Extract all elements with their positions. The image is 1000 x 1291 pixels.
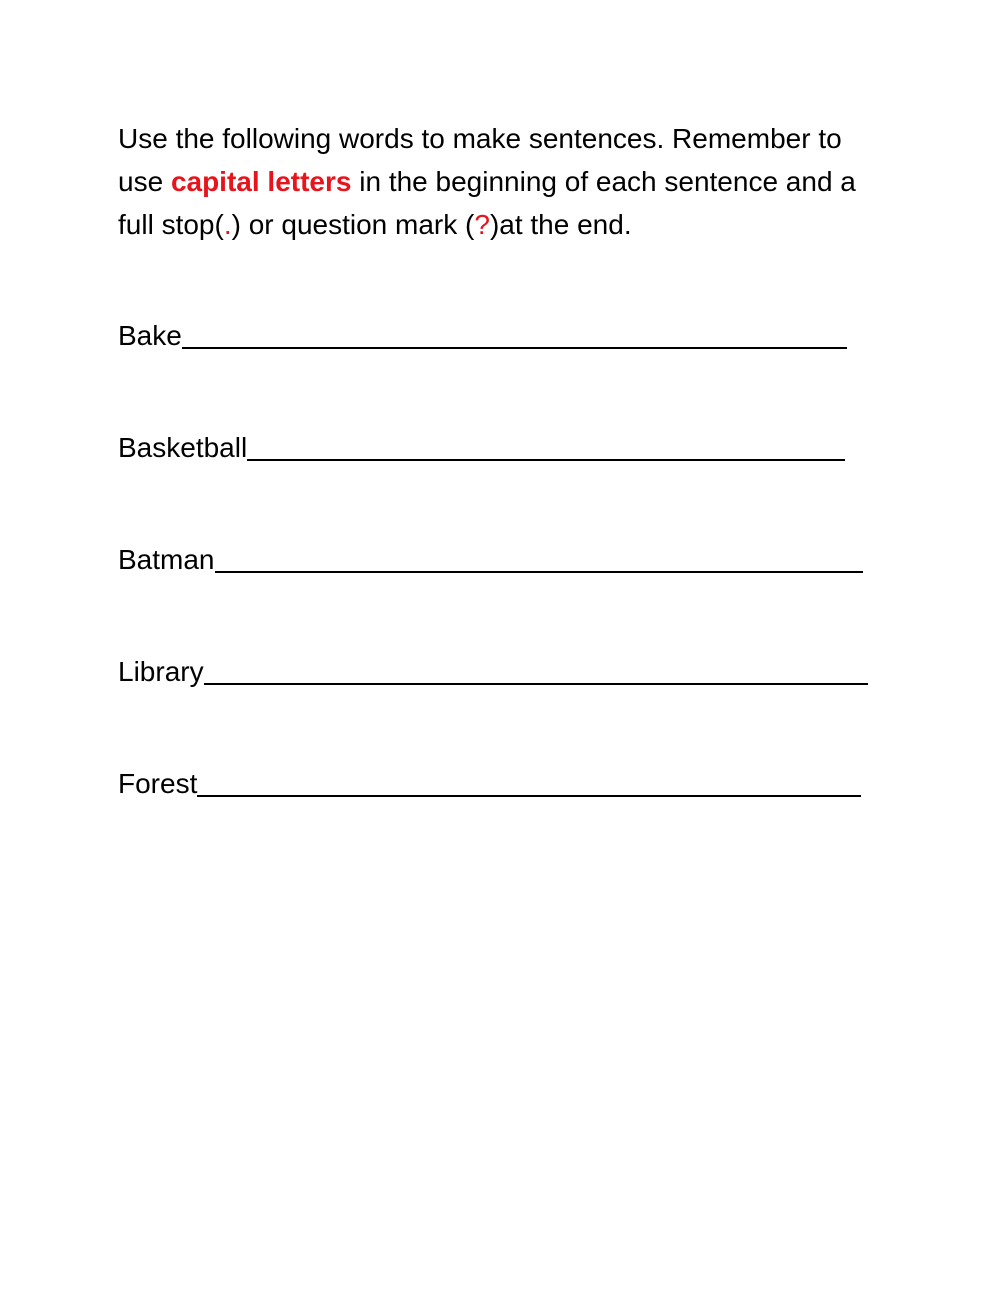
answer-line[interactable] — [204, 655, 868, 685]
word-row-basketball — [118, 430, 845, 466]
instructions-highlight: capital letters — [170, 166, 352, 197]
word-row-library — [118, 654, 868, 690]
word-label: Bake — [118, 320, 182, 351]
word-row-forest — [118, 766, 861, 802]
instructions-text-1: Use the following words to make sentences. Remember to use — [118, 123, 842, 197]
instructions-text-2: in the beginning of each sentence and a full stop( — [118, 166, 856, 240]
word-label: Forest — [118, 768, 198, 799]
instructions — [118, 117, 878, 246]
answer-line[interactable] — [215, 543, 863, 573]
answer-line[interactable] — [197, 767, 861, 797]
instructions-text-4: )at the end. — [489, 209, 632, 240]
word-label: Library — [118, 656, 204, 687]
question-mark: ? — [474, 209, 490, 240]
answer-line[interactable] — [182, 319, 847, 349]
word-row-batman — [118, 542, 863, 578]
instructions-text-3: ) or question mark ( — [231, 209, 475, 240]
word-label: Batman — [118, 544, 215, 575]
full-stop-mark: . — [223, 209, 232, 240]
word-row-bake — [118, 318, 847, 354]
word-label: Basketball — [118, 432, 248, 463]
answer-line[interactable] — [247, 431, 845, 461]
